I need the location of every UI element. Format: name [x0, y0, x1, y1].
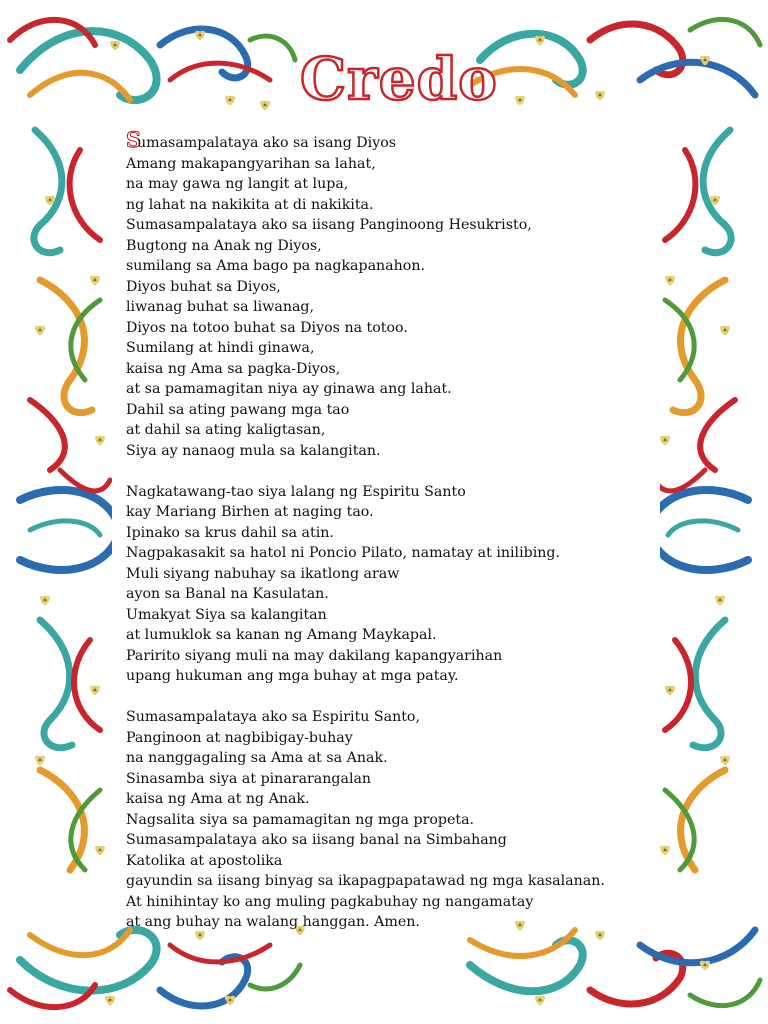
verse-line: ng lahat na nakikita at di nakikita.	[126, 196, 374, 213]
verse-line: Sumasampalataya ako sa Espiritu Santo,	[126, 709, 420, 725]
verse-line: Dahil sa ating pawang mga tao	[126, 401, 350, 418]
verse-line: liwanag buhat sa liwanag,	[126, 299, 315, 315]
verse-line: Panginoon at nagbibigay-buhay	[126, 729, 353, 746]
verse-line: Nagpakasakit sa hatol ni Poncio Pilato, namatay at inilibing.	[126, 545, 560, 561]
verse-line: Bugtong na Anak ng Diyos,	[126, 237, 322, 254]
verse-line: Umakyat Siya sa kalangitan	[126, 606, 327, 623]
prayer-text	[126, 127, 646, 933]
verse-line: sumilang sa Ama bago pa nagkapanahon.	[126, 258, 425, 274]
verse-line: At hinihintay ko ang muling pagkabuhay ng nangamatay	[126, 893, 534, 910]
verse-line: Sumasampalataya ako sa iisang Panginoong Hesukristo,	[126, 217, 532, 233]
verse-line: Sinasamba siya at pinararangalan	[126, 770, 372, 787]
stanza-gap	[126, 687, 646, 708]
verse-line: Sumasampalataya ako sa iisang banal na Simbahang	[126, 832, 507, 848]
verse-line: at lumuklok sa kanan ng Amang Maykapal.	[126, 627, 437, 643]
verse-line: gayundin sa iisang binyag sa ikapagpapatawad ng mga kasalanan.	[126, 873, 605, 889]
stanza-gap	[126, 461, 646, 482]
verse-line: Diyos buhat sa Diyos,	[126, 278, 281, 295]
verse-line: Ipinako sa krus dahil sa atin.	[126, 524, 334, 541]
verse-line: Sumilang at hindi ginawa,	[126, 340, 315, 356]
page-title: Credo	[300, 45, 498, 113]
verse-line: Nagkatawang-tao siya lalang ng Espiritu Santo	[126, 483, 466, 500]
border-bottom	[10, 921, 760, 1007]
verse-line: at sa pamamagitan niya ay ginawa ang lahat.	[126, 381, 452, 397]
verse-line: Paririto siyang muli na may dakilang kapangyarihan	[126, 647, 503, 664]
verse-line: na may gawa ng langit at lupa,	[126, 176, 349, 192]
first-line: Sumasampalataya ako sa isang Diyos	[126, 127, 397, 152]
stanzas	[126, 154, 646, 933]
verse-line: Diyos na totoo buhat sa Diyos na totoo.	[126, 319, 408, 336]
border-left	[20, 130, 120, 870]
border-right	[648, 130, 748, 870]
verse-line: upang hukuman ang mga buhay at mga patay.	[126, 668, 459, 684]
verse-line: Katolika at apostolika	[126, 852, 283, 869]
verse-line: kay Mariang Birhen at naging tao.	[126, 504, 374, 520]
verse-line: ayon sa Banal na Kasulatan.	[126, 586, 329, 602]
verse-line: Amang makapangyarihan sa lahat,	[126, 155, 376, 172]
drop-cap: S	[126, 127, 142, 152]
verse-line: at dahil sa ating kaligtasan,	[126, 422, 326, 438]
verse-line: at ang buhay na walang hanggan. Amen.	[126, 914, 420, 930]
verse-line: kaisa ng Ama at ng Anak.	[126, 791, 310, 807]
verse-line: na nanggagaling sa Ama at sa Anak.	[126, 750, 388, 766]
verse-line: Nagsalita siya sa pamamagitan ng mga propeta.	[126, 811, 475, 828]
verse-line: Siya ay nanaog mula sa kalangitan.	[126, 442, 381, 459]
verse-line: Muli siyang nabuhay sa ikatlong araw	[126, 565, 400, 582]
verse-line: kaisa ng Ama sa pagka-Diyos,	[126, 360, 341, 377]
